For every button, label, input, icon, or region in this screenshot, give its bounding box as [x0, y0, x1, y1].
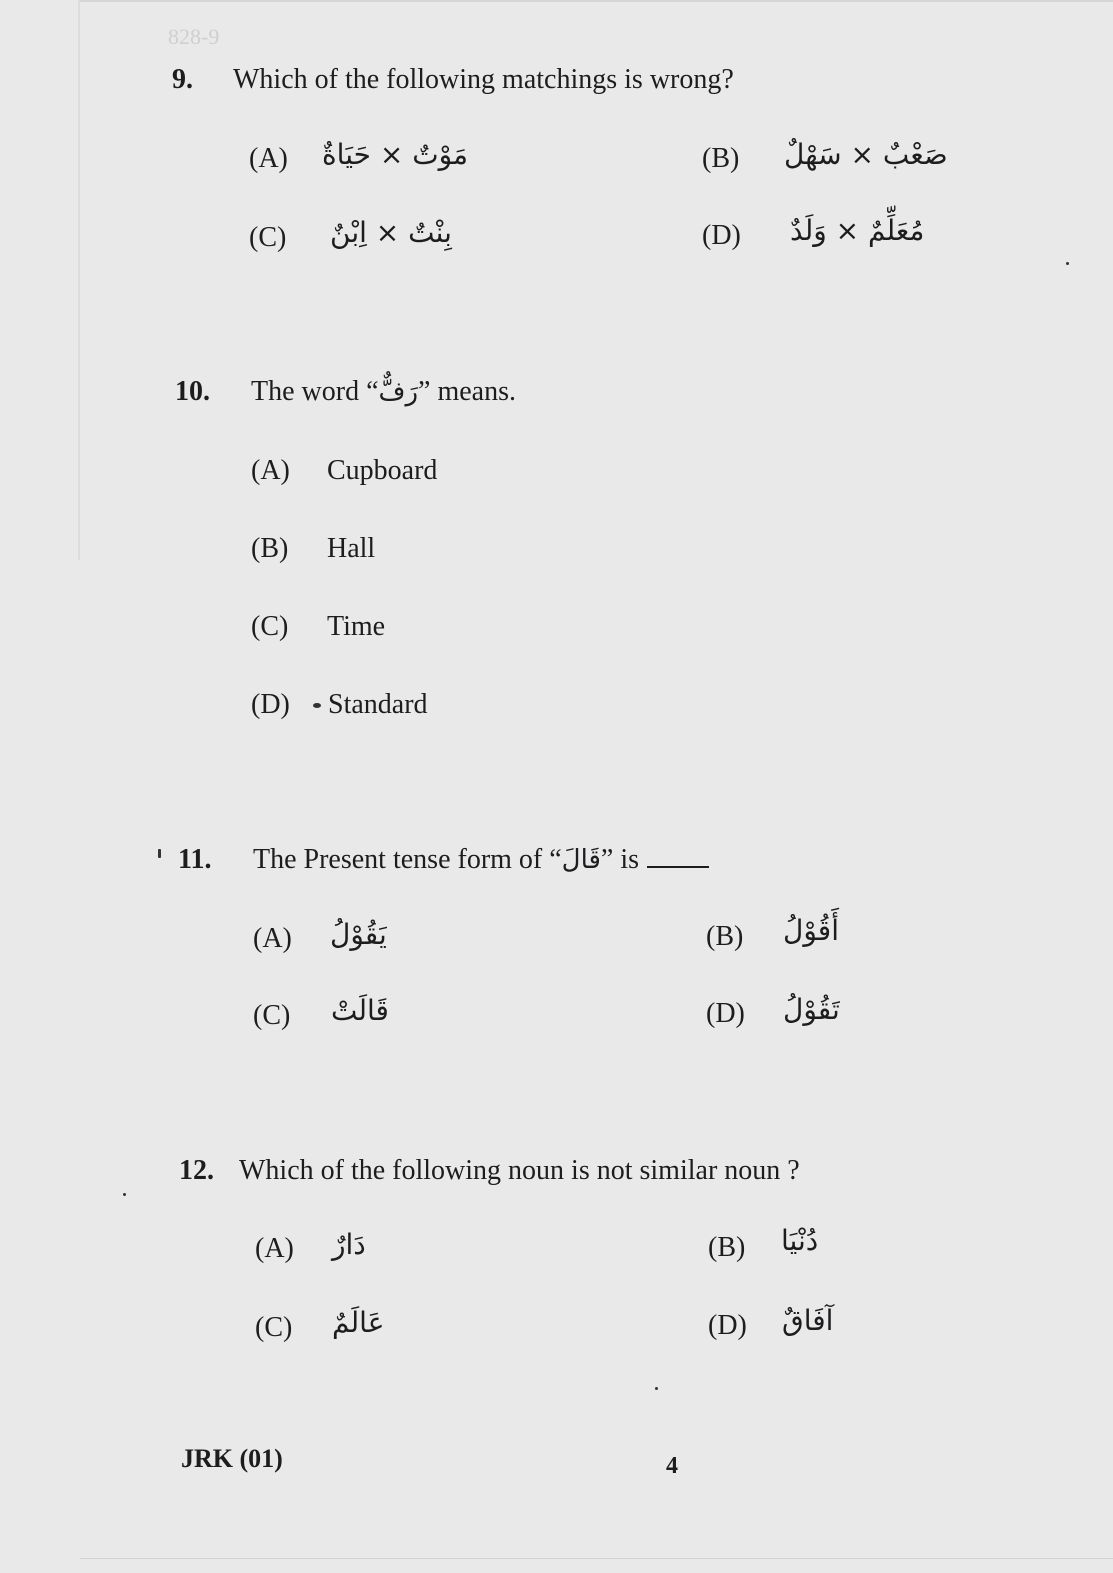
question-text-after: ” is	[600, 844, 640, 875]
answer-blank	[647, 864, 709, 868]
page-edge-left	[78, 0, 80, 560]
option-b-text: Hall	[327, 533, 376, 564]
option-a-arabic: يَقُوْلُ	[330, 918, 387, 951]
option-b-label: (B)	[251, 533, 289, 564]
option-a-label: (A)	[253, 923, 292, 954]
option-d-arabic: آفَاقٌ	[782, 1304, 834, 1337]
page-edge-bottom	[80, 1558, 1113, 1559]
option-a-arabic: مَوْتٌ × حَيَاةٌ	[322, 138, 469, 171]
option-c-label: (C)	[251, 611, 289, 642]
option-b-label: (B)	[708, 1232, 746, 1263]
option-a-text: Cupboard	[327, 455, 438, 486]
option-c-arabic: عَالَمٌ	[332, 1306, 385, 1339]
question-number: 9.	[172, 64, 193, 95]
arabic-term: رَفٌّ	[378, 377, 419, 407]
page-edge-top	[80, 0, 1113, 2]
question-number: 10.	[175, 376, 210, 407]
scan-speck	[123, 1193, 126, 1196]
option-b-label: (B)	[702, 143, 740, 174]
option-c-label: (C)	[255, 1312, 293, 1343]
question-text-before: The Present tense form of “	[253, 844, 562, 875]
page-number: 4	[666, 1453, 678, 1479]
option-d-text: Standard	[328, 689, 428, 720]
question-text: Which of the following matchings is wrong?	[233, 64, 734, 95]
paper-code: JRK (01)	[181, 1444, 283, 1473]
arabic-term: قَالَ	[561, 845, 601, 875]
question-text-before: The word “	[251, 376, 379, 407]
question-text	[251, 376, 516, 408]
option-b-arabic: أَقُوْلُ	[783, 914, 839, 947]
question-text-after: ” means.	[418, 376, 516, 407]
option-b-arabic: صَعْبٌ × سَهْلٌ	[784, 138, 948, 171]
option-c-label: (C)	[249, 222, 287, 253]
option-d-arabic: مُعَلِّمٌ × وَلَدٌ	[790, 214, 925, 247]
option-d-label: (D)	[706, 998, 745, 1029]
option-a-label: (A)	[251, 455, 290, 486]
option-a-arabic: دَارٌ	[332, 1228, 366, 1261]
option-d-label: (D)	[251, 689, 290, 720]
option-d-arabic: تَقُوْلُ	[783, 993, 840, 1026]
question-number: 12.	[179, 1155, 214, 1186]
show-through-mark: 828-9	[168, 24, 220, 49]
option-a-label: (A)	[255, 1233, 294, 1264]
option-c-arabic: قَالَتْ	[331, 994, 389, 1027]
scan-speck	[1066, 262, 1069, 265]
scan-speck	[313, 703, 321, 708]
option-d-label: (D)	[702, 220, 741, 251]
option-c-label: (C)	[253, 1000, 291, 1031]
scan-speck	[158, 849, 161, 858]
question-text	[253, 844, 709, 876]
question-number: 11.	[178, 844, 212, 875]
option-c-text: Time	[327, 611, 386, 642]
option-d-label: (D)	[708, 1310, 747, 1341]
option-b-label: (B)	[706, 921, 744, 952]
question-text: Which of the following noun is not similar noun ?	[239, 1155, 800, 1186]
scan-speck	[655, 1387, 658, 1390]
option-b-arabic: دُنْيَا	[781, 1224, 819, 1257]
option-c-arabic: بِنْتٌ × اِبْنٌ	[330, 216, 452, 249]
option-a-label: (A)	[249, 143, 288, 174]
